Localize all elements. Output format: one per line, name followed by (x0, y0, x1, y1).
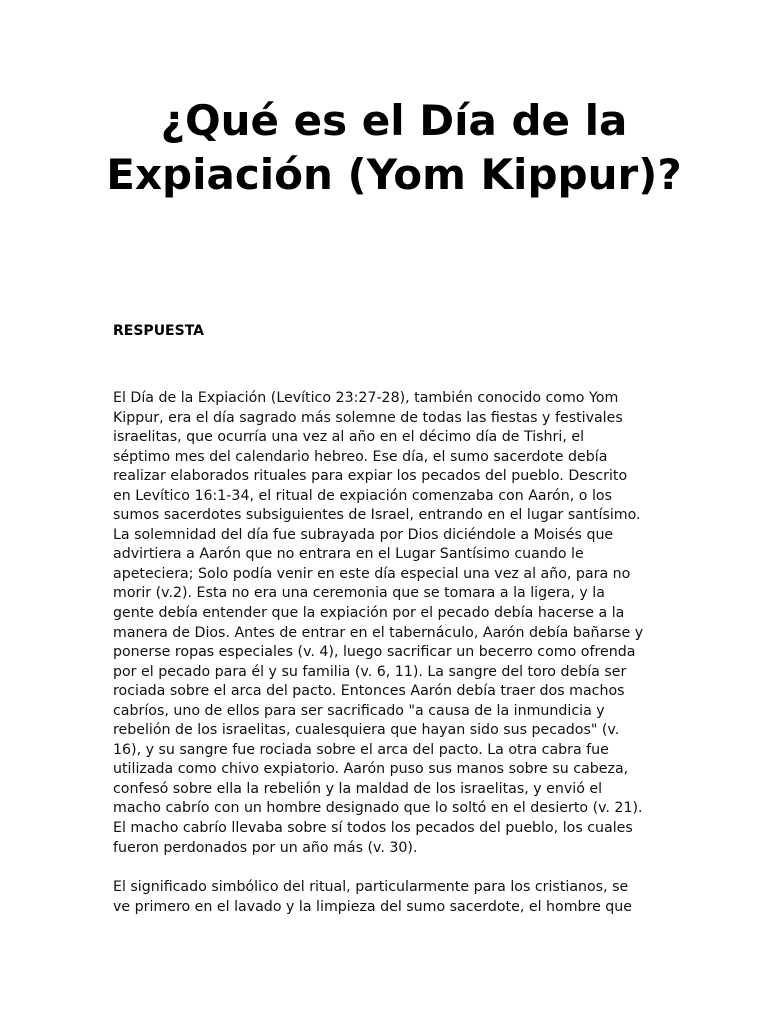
paragraph-line: israelitas, que ocurría una vez al año en el décimo día de Tishri, el (113, 429, 585, 446)
paragraph-line: en Levítico 16:1-34, el ritual de expiación comenzaba con Aarón, o los (113, 487, 613, 504)
paragraph-line: cabríos, uno de ellos para ser sacrificado "a causa de la inmundicia y (113, 702, 605, 719)
paragraph-line: rociada sobre el arca del pacto. Entonces Aarón debía traer dos machos (113, 683, 625, 700)
paragraph-line: morir (v.2). Esta no era una ceremonia que se tomara a la ligera, y la (113, 585, 605, 602)
paragraph-line: El Día de la Expiación (Levítico 23:27-28), también conocido como Yom (113, 390, 619, 406)
paragraph-line: fueron perdonados por un año más (v. 30). (113, 839, 418, 856)
paragraph-line: confesó sobre ella la rebelión y la maldad de los israelitas, y envió el (113, 780, 603, 797)
paragraph-line: Kippur, era el día sagrado más solemne de todas las fiestas y festivales (113, 409, 623, 426)
paragraph-line: 16), y su sangre fue rociada sobre el arca del pacto. La otra cabra fue (113, 741, 609, 758)
paragraph-line: rebelión de los israelitas, cualesquiera que hayan sido sus pecados" (v. (113, 722, 620, 739)
paragraph-line: por el pecado para él y su familia (v. 6, 11). La sangre del toro debía ser (113, 663, 627, 680)
paragraph-line: ponerse ropas especiales (v. 4), luego sacrificar un becerro como ofrenda (113, 644, 636, 661)
paragraph-line: utilizada como chivo expiatorio. Aarón puso sus manos sobre su cabeza, (113, 761, 629, 778)
section-heading: RESPUESTA (113, 323, 204, 339)
paragraph-line: sumos sacerdotes subsiguientes de Israel, entrando en el lugar santísimo. (113, 507, 641, 524)
paragraph-line: macho cabrío con un hombre designado que lo soltó en el desierto (v. 21). (113, 800, 643, 817)
paragraph-line: gente debía entender que la expiación por el pecado debía hacerse a la (113, 605, 625, 622)
page-title: ¿Qué es el Día de la Expiación (Yom Kippur)? (106, 96, 682, 199)
paragraph-line: apeteciera; Solo podía venir en este día especial una vez al año, para no (113, 565, 631, 582)
paragraph-line: El significado simbólico del ritual, particularmente para los cristianos, se (113, 879, 629, 895)
paragraph-line: ve primero en el lavado y la limpieza del sumo sacerdote, el hombre que (113, 898, 633, 915)
paragraph-line: manera de Dios. Antes de entrar en el tabernáculo, Aarón debía bañarse y (113, 624, 644, 641)
paragraph-line: advirtiera a Aarón que no entrara en el Lugar Santísimo cuando le (113, 546, 584, 563)
body-paragraph-2 (113, 878, 683, 917)
paragraph-line: realizar elaborados rituales para expiar los pecados del pueblo. Descrito (113, 468, 628, 485)
paragraph-line: séptimo mes del calendario hebreo. Ese día, el sumo sacerdote debía (113, 448, 608, 465)
body-paragraph-1 (113, 389, 683, 858)
paragraph-line: El macho cabrío llevaba sobre sí todos los pecados del pueblo, los cuales (113, 820, 633, 837)
paragraph-line: La solemnidad del día fue subrayada por Dios diciéndole a Moisés que (113, 526, 614, 543)
